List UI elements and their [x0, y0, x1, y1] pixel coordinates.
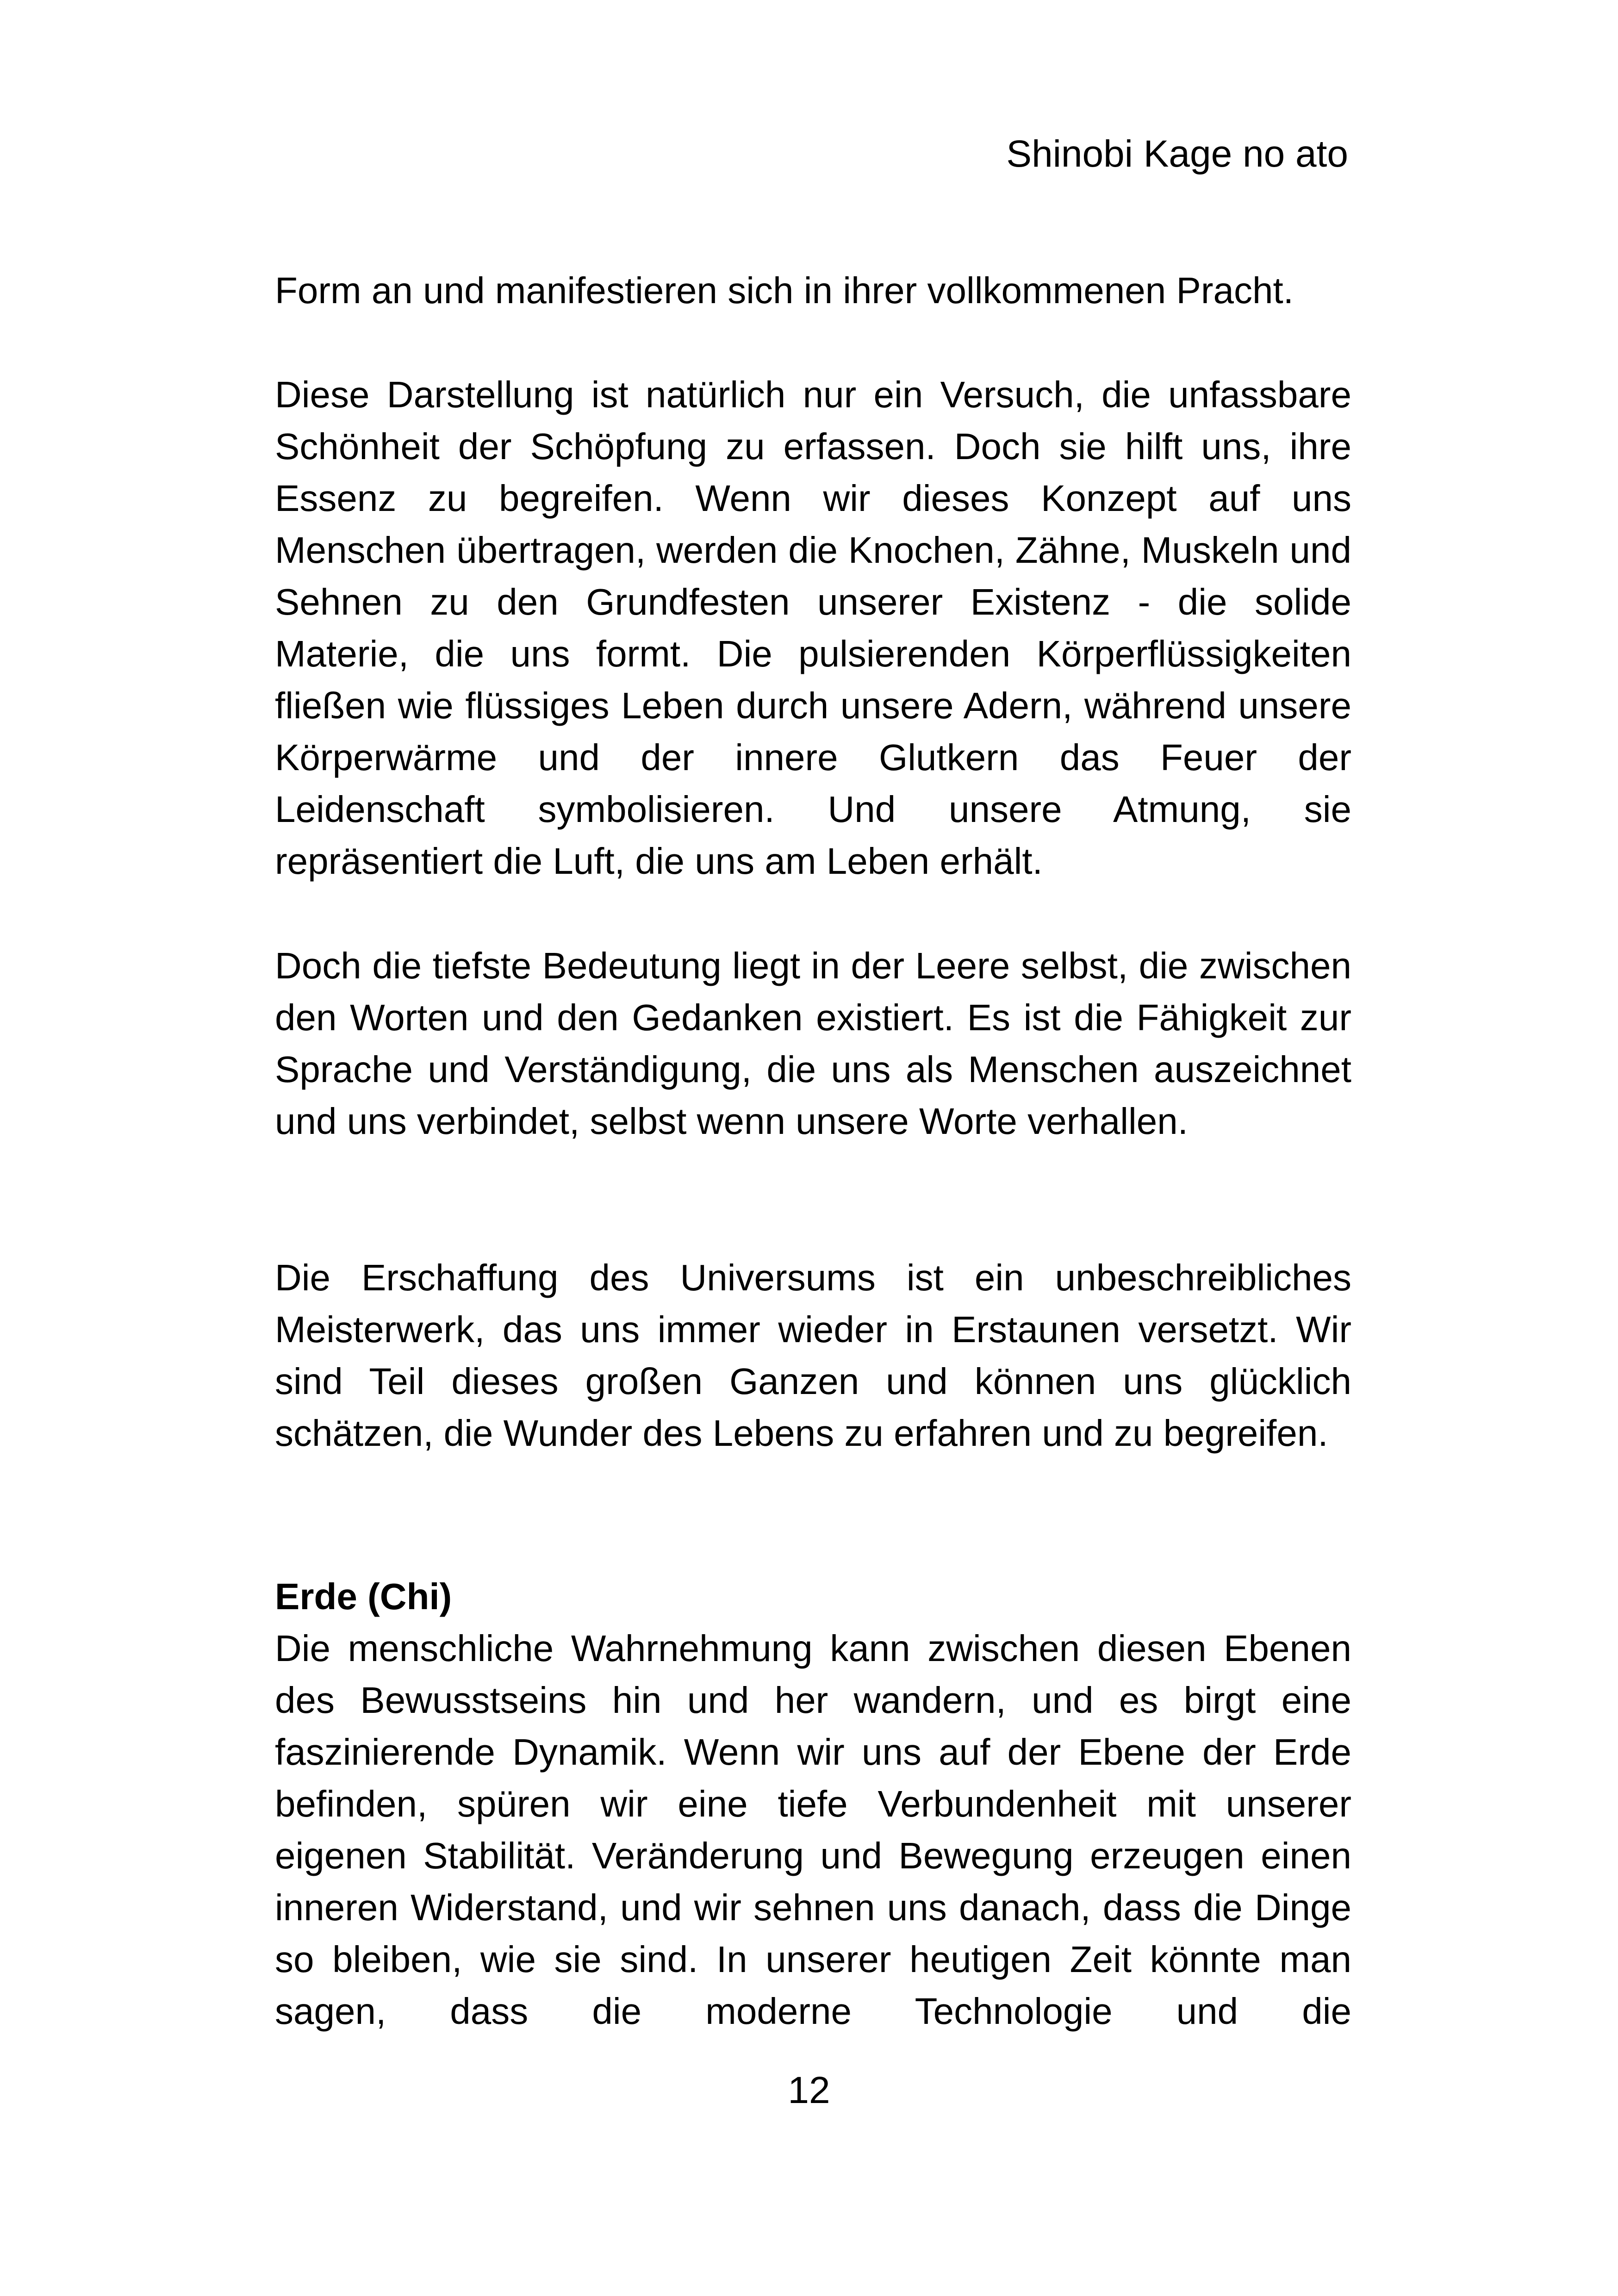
body-paragraph-4: Die Erschaffung des Universums ist ein unbeschreibliches Meisterwerk, das uns immer wieder in Erstaunen versetzt. Wir sind Teil dieses großen Ganzen und können uns glücklich schätzen, die Wunder des Lebens zu erfahren und zu begreifen. [275, 1257, 1351, 1454]
section-heading: Erde (Chi) [275, 1576, 452, 1617]
body-paragraph-3: Doch die tiefste Bedeutung liegt in der Leere selbst, die zwischen den Worten und den Gedanken existiert. Es ist die Fähigkeit zur Sprache und Verständigung, die uns als Menschen auszeichnet und uns verbindet, selbst wenn unsere Worte verhallen. [275, 945, 1351, 1142]
body-paragraph-2: Diese Darstellung ist natürlich nur ein Versuch, die unfassbare Schönheit der Schöpfung zu erfassen. Doch sie hilft uns, ihre Essenz zu begreifen. Wenn wir dieses Konzept auf uns Menschen übertragen, werden die Knochen, Zähne, Muskeln und Sehnen zu den Grundfesten unserer Existenz - die solide Materie, die uns formt. Die pulsierenden Körperflüssigkeiten fließen wie flüssiges Leben durch unsere Adern, während unsere Körperwärme und der innere Glutkern das Feuer der Leidenschaft symbolisieren. Und unsere Atmung, sie repräsentiert die Luft, die uns am Leben erhält. [275, 374, 1351, 882]
page-number: 12 [788, 2069, 830, 2111]
section-paragraph: Die menschliche Wahrnehmung kann zwischen diesen Ebenen des Bewusstseins hin und her wandern, und es birgt eine faszinierende Dynamik. Wenn wir uns auf der Ebene der Erde befinden, spüren wir eine tiefe Verbundenheit mit unserer eigenen Stabilität. Veränderung und Bewegung erzeugen einen inneren Widerstand, und wir sehnen uns danach, dass die Dinge so bleiben, wie sie sind. In unserer heutigen Zeit könnte man sagen, dass die moderne Technologie und die [275, 1628, 1351, 2032]
body-paragraph-1: Form an und manifestieren sich in ihrer vollkommenen Pracht. [275, 270, 1294, 311]
running-header: Shinobi Kage no ato [1006, 133, 1348, 175]
